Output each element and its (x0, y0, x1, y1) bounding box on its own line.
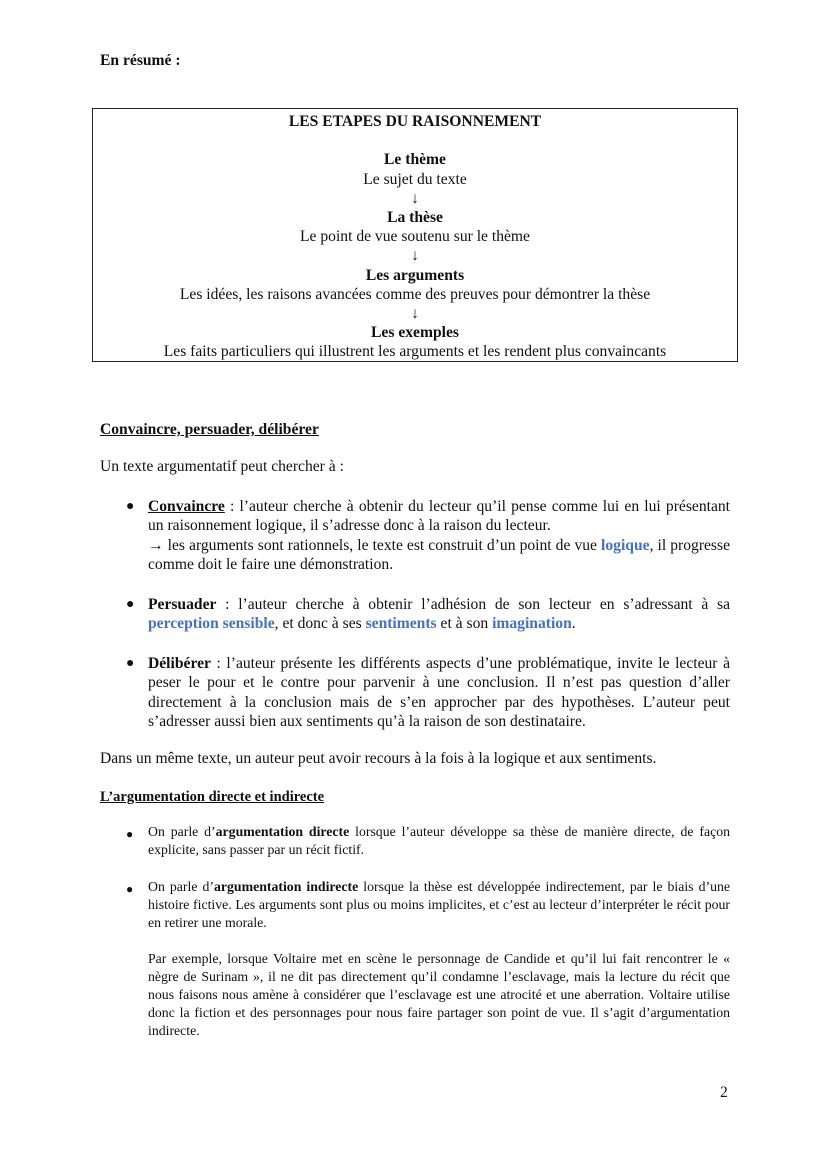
section-heading: L’argumentation directe et indirecte (100, 789, 325, 805)
text: . (571, 615, 576, 633)
bullet-icon: ● (126, 656, 135, 671)
step-desc: Le point de vue soutenu sur le thème (300, 228, 530, 246)
keyword: perception sensible (148, 615, 275, 633)
list-item-convaincre (148, 497, 730, 575)
step-desc: Le sujet du texte (363, 170, 467, 188)
step-name: La thèse (387, 208, 443, 226)
term: Délibérer (148, 655, 211, 672)
bullet-icon: ● (126, 499, 135, 514)
term: Persuader (148, 596, 217, 613)
section-heading: Convaincre, persuader, délibérer (100, 421, 319, 438)
down-arrow-icon: ↓ (411, 304, 419, 322)
conclusion-text: Dans un même texte, un auteur peut avoir recours à la fois à la logique et aux sentiments. (100, 750, 657, 767)
term: argumentation indirecte (214, 879, 359, 894)
text: lorsque la thèse est développée indirectement, par le biais d’une histoire fictive. Les arguments sont plus ou moins implicites, et c’est au lecteur d’interpréter le récit pour en retirer une morale. (148, 879, 730, 930)
text: → les arguments sont rationnels, le texte est construit d’un point de vue (148, 536, 602, 554)
bullet-icon: ● (126, 827, 134, 841)
text: l’auteur cherche à obtenir du lecteur qu’il pense comme lui en lui présentant un raisonnement logique, il s’adresse donc à la raison du lecteur. (148, 498, 730, 535)
text: On parle d’ (148, 824, 216, 839)
text: et à son (436, 615, 493, 633)
list-item-direct (148, 823, 730, 859)
bullet-icon: ● (126, 597, 135, 612)
text: : l’auteur cherche à obtenir l’adhésion de son lecteur en s’adressant à sa (216, 596, 730, 613)
step-name: Le thème (384, 151, 446, 169)
term: Convaincre (148, 498, 225, 515)
list-item-indirect (148, 878, 730, 932)
reasoning-steps-box (92, 108, 738, 362)
page-number: 2 (720, 1084, 728, 1101)
intro-text: Un texte argumentatif peut chercher à : (100, 458, 344, 475)
example-paragraph: Par exemple, lorsque Voltaire met en scène le personnage de Candide et qu’il lui fait rencontrer le « nègre de Surinam », il ne dit pas directement qu’il condamne l’esclavage, mais la lecture du récit que nous faisons nous amène à considérer que l’esclavage est une atrocité et une aberration. Voltaire utilise donc la fiction et des personnages pour nous faire partager son point de vue. Il s’agit d’argumentation indirecte. (148, 951, 730, 1038)
sep: : (224, 498, 240, 515)
bullet-icon: ● (126, 882, 134, 896)
keyword: logique (601, 536, 650, 554)
summary-label: En résumé : (100, 52, 181, 69)
step-name: Les arguments (365, 266, 465, 284)
step-desc: Les idées, les raisons avancées comme des preuves pour démontrer la thèse (179, 285, 651, 303)
list-item-persuader (148, 595, 730, 634)
text: On parle d’ (148, 879, 214, 894)
text: , il progresse comme doit le faire une démonstration. (148, 536, 730, 574)
list-item-deliberer (148, 654, 730, 732)
text: , et donc à ses (274, 615, 366, 633)
keyword: imagination (492, 615, 572, 633)
keyword: sentiments (365, 615, 437, 633)
text: : l’auteur présente les différents aspects d’une problématique, invite le lecteur à peser le pour et le contre pour parvenir à une conclusion. Il n’est pas question d’aller directement à la conclusion mais de s’en approcher par des hypothèses. L’auteur peut s’adresser aussi bien aux sentiments qu’à la raison de son destinataire. (148, 655, 730, 731)
down-arrow-icon: ↓ (411, 189, 419, 207)
box-title: LES ETAPES DU RAISONNEMENT (288, 113, 542, 130)
term: argumentation directe (215, 824, 350, 839)
down-arrow-icon: ↓ (411, 247, 419, 265)
step-name: Les exemples (371, 324, 459, 342)
step-desc: Les faits particuliers qui illustrent les arguments et les rendent plus convaincants (163, 343, 667, 361)
text: lorsque l’auteur développe sa thèse de manière directe, de façon explicite, sans passer par un récit fictif. (148, 824, 731, 857)
